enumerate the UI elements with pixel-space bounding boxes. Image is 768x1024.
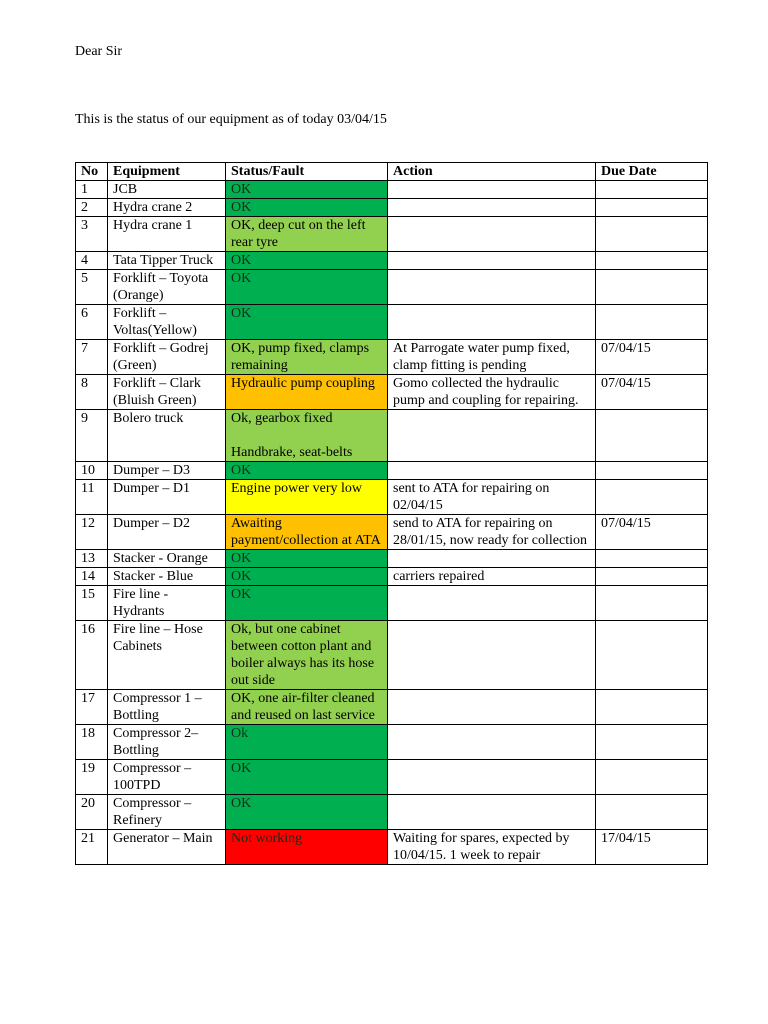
- row-action: [388, 795, 596, 830]
- table-row: [76, 568, 708, 586]
- row-status: Engine power very low: [226, 480, 388, 515]
- row-no: 12: [76, 515, 108, 550]
- row-status: OK: [226, 305, 388, 340]
- table-row: [76, 252, 708, 270]
- row-action: [388, 410, 596, 462]
- row-status: [226, 410, 388, 462]
- row-due-date: 17/04/15: [596, 830, 708, 865]
- row-no: 8: [76, 375, 108, 410]
- header-equipment: Equipment: [108, 163, 226, 181]
- row-due-date: [596, 690, 708, 725]
- row-equipment: Fire line - Hydrants: [108, 586, 226, 621]
- row-equipment: Hydra crane 1: [108, 217, 226, 252]
- row-due-date: [596, 181, 708, 199]
- table-row: [76, 760, 708, 795]
- equipment-status-table: [75, 162, 708, 865]
- row-status: OK, one air-filter cleaned and reused on last service: [226, 690, 388, 725]
- row-action: [388, 181, 596, 199]
- row-equipment: Forklift – Voltas(Yellow): [108, 305, 226, 340]
- table-row: [76, 199, 708, 217]
- row-equipment: Hydra crane 2: [108, 199, 226, 217]
- row-action: [388, 252, 596, 270]
- row-due-date: [596, 410, 708, 462]
- row-no: 18: [76, 725, 108, 760]
- row-status: Awaiting payment/collection at ATA: [226, 515, 388, 550]
- row-no: 19: [76, 760, 108, 795]
- row-no: 7: [76, 340, 108, 375]
- table-row: [76, 480, 708, 515]
- row-action: [388, 199, 596, 217]
- row-equipment: Generator – Main: [108, 830, 226, 865]
- row-due-date: [596, 568, 708, 586]
- row-action: Gomo collected the hydraulic pump and coupling for repairing.: [388, 375, 596, 410]
- row-equipment: Compressor – Refinery: [108, 795, 226, 830]
- table-row: [76, 515, 708, 550]
- row-no: 14: [76, 568, 108, 586]
- table-row: [76, 340, 708, 375]
- row-action: [388, 305, 596, 340]
- row-due-date: [596, 480, 708, 515]
- row-due-date: [596, 725, 708, 760]
- table-row: [76, 270, 708, 305]
- row-status-line: Ok, gearbox fixed: [231, 411, 333, 426]
- row-no: 3: [76, 217, 108, 252]
- table-row: [76, 621, 708, 690]
- row-action: Waiting for spares, expected by 10/04/15. 1 week to repair: [388, 830, 596, 865]
- row-due-date: [596, 795, 708, 830]
- row-equipment: Compressor 1 – Bottling: [108, 690, 226, 725]
- table-row: [76, 305, 708, 340]
- row-status: OK: [226, 586, 388, 621]
- row-equipment: Compressor – 100TPD: [108, 760, 226, 795]
- row-status: OK: [226, 252, 388, 270]
- row-equipment: JCB: [108, 181, 226, 199]
- row-no: 11: [76, 480, 108, 515]
- row-equipment: Fire line – Hose Cabinets: [108, 621, 226, 690]
- row-action: send to ATA for repairing on 28/01/15, now ready for collection: [388, 515, 596, 550]
- row-no: 16: [76, 621, 108, 690]
- row-status: OK: [226, 462, 388, 480]
- row-status: OK: [226, 270, 388, 305]
- table-row: [76, 217, 708, 252]
- row-equipment: Dumper – D1: [108, 480, 226, 515]
- table-row: [76, 410, 708, 462]
- row-due-date: [596, 462, 708, 480]
- row-action: [388, 550, 596, 568]
- table-row: [76, 181, 708, 199]
- table-row: [76, 586, 708, 621]
- header-no: No: [76, 163, 108, 181]
- row-action: [388, 690, 596, 725]
- row-equipment: Dumper – D3: [108, 462, 226, 480]
- row-status: Ok: [226, 725, 388, 760]
- row-due-date: [596, 621, 708, 690]
- row-no: 15: [76, 586, 108, 621]
- row-no: 4: [76, 252, 108, 270]
- table-header-row: [76, 163, 708, 181]
- table-row: [76, 830, 708, 865]
- row-status: OK: [226, 181, 388, 199]
- table-row: [76, 375, 708, 410]
- row-status: OK: [226, 199, 388, 217]
- row-action: [388, 725, 596, 760]
- row-status: OK, deep cut on the left rear tyre: [226, 217, 388, 252]
- letter-intro: This is the status of our equipment as of today 03/04/15: [75, 112, 387, 127]
- row-action: [388, 586, 596, 621]
- row-status: OK: [226, 568, 388, 586]
- row-action: carriers repaired: [388, 568, 596, 586]
- row-no: 5: [76, 270, 108, 305]
- row-due-date: [596, 550, 708, 568]
- table-row: [76, 690, 708, 725]
- table-row: [76, 550, 708, 568]
- row-action: At Parrogate water pump fixed, clamp fitting is pending: [388, 340, 596, 375]
- row-due-date: [596, 217, 708, 252]
- row-no: 13: [76, 550, 108, 568]
- row-no: 17: [76, 690, 108, 725]
- row-equipment: Tata Tipper Truck: [108, 252, 226, 270]
- letter-greeting: Dear Sir: [75, 44, 123, 59]
- table-row: [76, 462, 708, 480]
- row-status: Hydraulic pump coupling: [226, 375, 388, 410]
- row-no: 2: [76, 199, 108, 217]
- row-no: 1: [76, 181, 108, 199]
- row-equipment: Stacker - Blue: [108, 568, 226, 586]
- row-due-date: [596, 305, 708, 340]
- row-equipment: Dumper – D2: [108, 515, 226, 550]
- table-row: [76, 795, 708, 830]
- row-status: Ok, but one cabinet between cotton plant and boiler always has its hose out side: [226, 621, 388, 690]
- row-action: [388, 621, 596, 690]
- row-due-date: [596, 252, 708, 270]
- header-action: Action: [388, 163, 596, 181]
- row-equipment: Stacker - Orange: [108, 550, 226, 568]
- row-due-date: [596, 586, 708, 621]
- row-due-date: [596, 270, 708, 305]
- header-due-date: Due Date: [596, 163, 708, 181]
- row-equipment: Forklift – Clark (Bluish Green): [108, 375, 226, 410]
- row-due-date: 07/04/15: [596, 375, 708, 410]
- row-action: [388, 270, 596, 305]
- row-no: 20: [76, 795, 108, 830]
- row-action: [388, 462, 596, 480]
- row-status: OK: [226, 795, 388, 830]
- row-equipment: Forklift – Toyota (Orange): [108, 270, 226, 305]
- row-equipment: Forklift – Godrej (Green): [108, 340, 226, 375]
- row-due-date: [596, 199, 708, 217]
- row-no: 10: [76, 462, 108, 480]
- row-status: OK: [226, 550, 388, 568]
- row-status: OK, pump fixed, clamps remaining: [226, 340, 388, 375]
- row-status: Not working: [226, 830, 388, 865]
- row-no: 9: [76, 410, 108, 462]
- row-no: 21: [76, 830, 108, 865]
- row-due-date: 07/04/15: [596, 515, 708, 550]
- row-action: [388, 217, 596, 252]
- row-equipment: Bolero truck: [108, 410, 226, 462]
- row-action: sent to ATA for repairing on 02/04/15: [388, 480, 596, 515]
- row-status: OK: [226, 760, 388, 795]
- row-equipment: Compressor 2– Bottling: [108, 725, 226, 760]
- row-status-line: Handbrake, seat-belts: [231, 445, 353, 460]
- row-no: 6: [76, 305, 108, 340]
- row-due-date: 07/04/15: [596, 340, 708, 375]
- row-action: [388, 760, 596, 795]
- row-due-date: [596, 760, 708, 795]
- header-status: Status/Fault: [226, 163, 388, 181]
- table-row: [76, 725, 708, 760]
